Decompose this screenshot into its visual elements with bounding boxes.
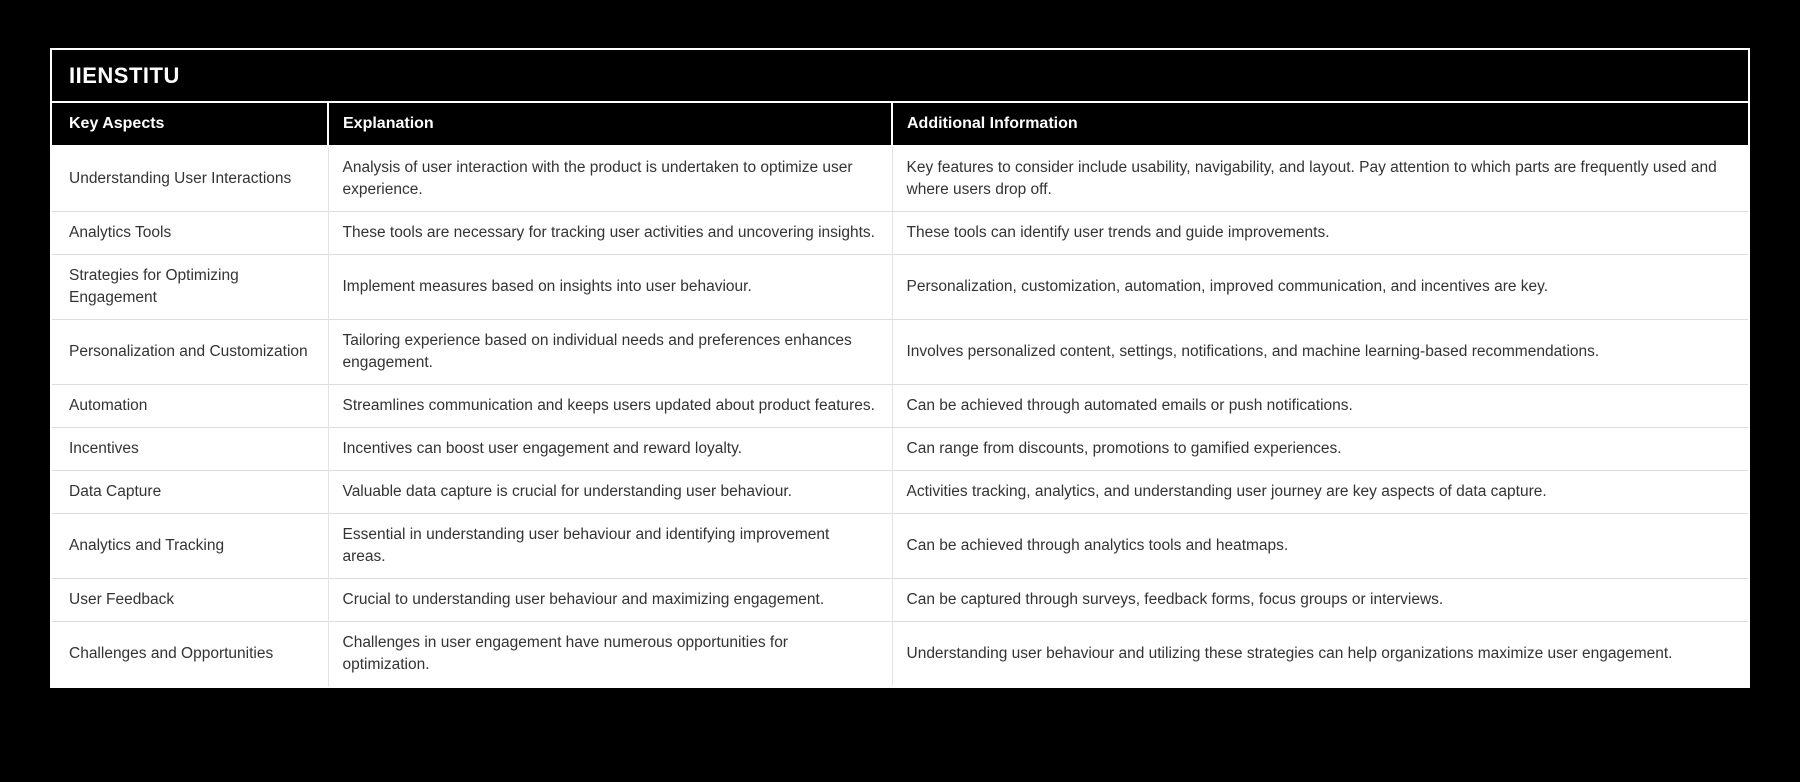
cell-key-aspect: Personalization and Customization <box>52 320 328 385</box>
column-header-explanation: Explanation <box>328 103 892 146</box>
table-row <box>52 428 1748 471</box>
cell-explanation: Essential in understanding user behaviour and identifying improvement areas. <box>328 514 892 579</box>
table-row <box>52 255 1748 320</box>
cell-key-aspect: Incentives <box>52 428 328 471</box>
cell-key-aspect: Understanding User Interactions <box>52 146 328 212</box>
cell-additional-information: Involves personalized content, settings, notifications, and machine learning-based recommendations. <box>892 320 1748 385</box>
cell-key-aspect: Automation <box>52 385 328 428</box>
cell-additional-information: Can be achieved through analytics tools and heatmaps. <box>892 514 1748 579</box>
cell-explanation: Analysis of user interaction with the product is undertaken to optimize user experience. <box>328 146 892 212</box>
cell-explanation: Valuable data capture is crucial for understanding user behaviour. <box>328 471 892 514</box>
cell-explanation: Challenges in user engagement have numerous opportunities for optimization. <box>328 622 892 687</box>
column-header-key-aspects: Key Aspects <box>52 103 328 146</box>
cell-key-aspect: Strategies for Optimizing Engagement <box>52 255 328 320</box>
cell-explanation: These tools are necessary for tracking user activities and uncovering insights. <box>328 212 892 255</box>
cell-key-aspect: Analytics and Tracking <box>52 514 328 579</box>
table-row <box>52 146 1748 212</box>
table-row <box>52 622 1748 687</box>
cell-explanation: Incentives can boost user engagement and reward loyalty. <box>328 428 892 471</box>
table-body <box>52 146 1748 686</box>
table-row <box>52 514 1748 579</box>
header-row <box>52 103 1748 146</box>
cell-additional-information: Can range from discounts, promotions to gamified experiences. <box>892 428 1748 471</box>
cell-explanation: Implement measures based on insights into user behaviour. <box>328 255 892 320</box>
table-row <box>52 579 1748 622</box>
cell-key-aspect: Analytics Tools <box>52 212 328 255</box>
cell-explanation: Tailoring experience based on individual needs and preferences enhances engagement. <box>328 320 892 385</box>
column-header-additional-information: Additional Information <box>892 103 1748 146</box>
table-row <box>52 385 1748 428</box>
data-table <box>52 103 1748 686</box>
page-title: IIENSTITU <box>69 62 180 88</box>
cell-key-aspect: Challenges and Opportunities <box>52 622 328 687</box>
cell-additional-information: These tools can identify user trends and guide improvements. <box>892 212 1748 255</box>
table-row <box>52 212 1748 255</box>
cell-additional-information: Activities tracking, analytics, and understanding user journey are key aspects of data capture. <box>892 471 1748 514</box>
cell-additional-information: Can be captured through surveys, feedback forms, focus groups or interviews. <box>892 579 1748 622</box>
cell-additional-information: Understanding user behaviour and utilizing these strategies can help organizations maximize user engagement. <box>892 622 1748 687</box>
cell-explanation: Streamlines communication and keeps users updated about product features. <box>328 385 892 428</box>
table-card <box>50 48 1750 688</box>
cell-explanation: Crucial to understanding user behaviour and maximizing engagement. <box>328 579 892 622</box>
table-row <box>52 471 1748 514</box>
cell-key-aspect: User Feedback <box>52 579 328 622</box>
cell-additional-information: Can be achieved through automated emails or push notifications. <box>892 385 1748 428</box>
table-header <box>52 103 1748 146</box>
cell-key-aspect: Data Capture <box>52 471 328 514</box>
cell-additional-information: Key features to consider include usability, navigability, and layout. Pay attention to which parts are frequently used and where users drop off. <box>892 146 1748 212</box>
table-row <box>52 320 1748 385</box>
title-bar <box>52 50 1748 103</box>
cell-additional-information: Personalization, customization, automation, improved communication, and incentives are key. <box>892 255 1748 320</box>
